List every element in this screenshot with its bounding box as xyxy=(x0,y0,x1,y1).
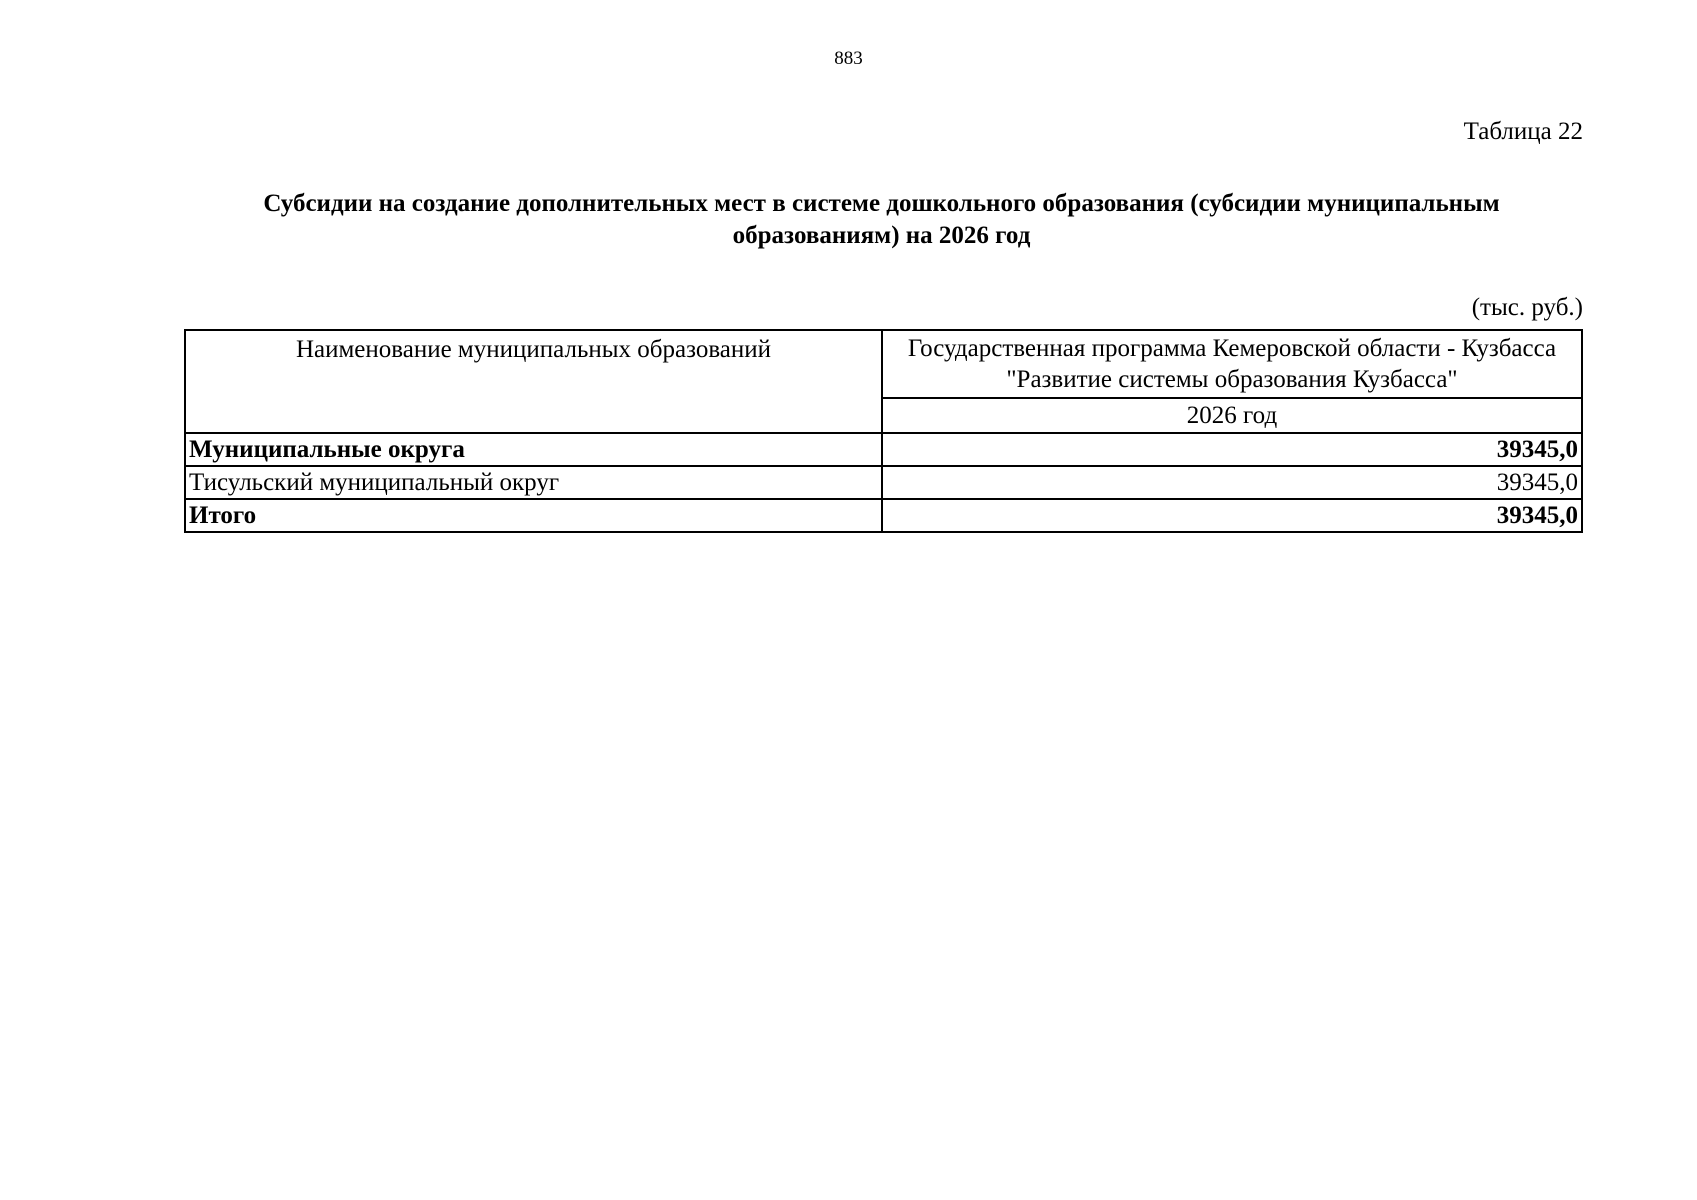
row-value: 39345,0 xyxy=(882,433,1582,466)
table-row xyxy=(185,466,1582,499)
table-row xyxy=(185,433,1582,466)
row-value: 39345,0 xyxy=(882,466,1582,499)
document-title: Субсидии на создание дополнительных мест в системе дошкольного образования (субсидии муниципальным образованиям) на 2026 год xyxy=(263,190,1500,249)
table-header-row xyxy=(185,330,1582,398)
row-name: Итого xyxy=(185,499,882,532)
table-number: Таблица 22 xyxy=(1463,118,1583,145)
header-municipality-name: Наименование муниципальных образований xyxy=(185,330,882,433)
row-name: Муниципальные округа xyxy=(185,433,882,466)
row-name: Тисульский муниципальный округ xyxy=(185,466,882,499)
page-number: 883 xyxy=(834,48,863,69)
subsidy-table xyxy=(184,329,1583,533)
header-year: 2026 год xyxy=(882,398,1582,433)
unit-note: (тыс. руб.) xyxy=(1471,294,1583,321)
row-value: 39345,0 xyxy=(882,499,1582,532)
table-row-total xyxy=(185,499,1582,532)
header-program: Государственная программа Кемеровской области - Кузбасса "Развитие системы образования Кузбасса" xyxy=(882,330,1582,398)
